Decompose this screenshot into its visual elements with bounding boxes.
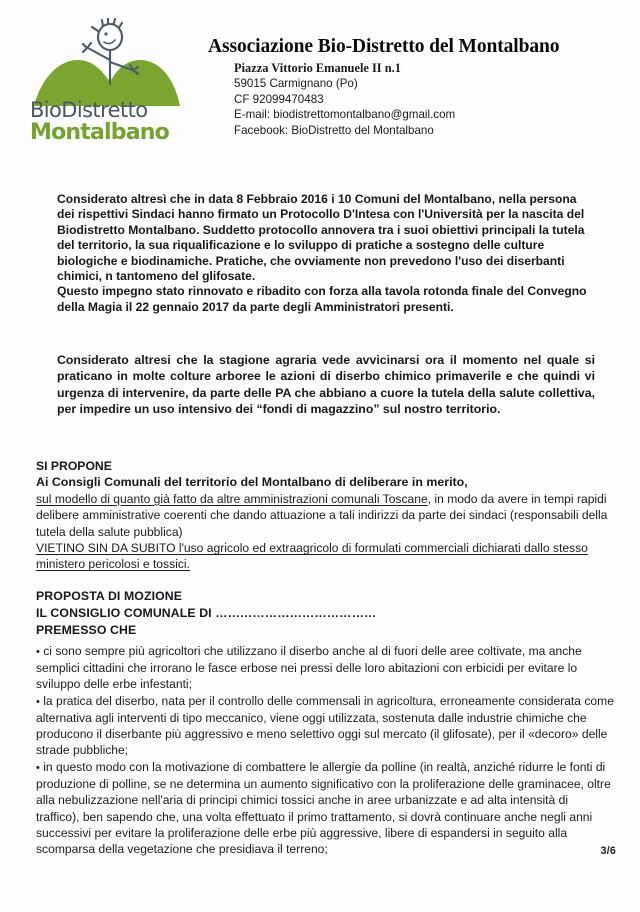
bullet-marker-icon: • — [36, 761, 40, 774]
bullet-marker-icon: • — [36, 695, 40, 708]
si-propone-paragraph — [36, 491, 612, 540]
list-item-text: in questo modo con la motivazione di combattere le allergie da polline (in realtà, anziché ridurre le fonti di produzione di polline, se ne determina un aumento significativo con la proliferazione delle graminacee, oltre alla nebulizzazione nell'aria di principi chimici tossici anche in aree urbanizzate e ad alta intensità di traffico), ben sapendo che, una volta effettuato il primo trattamento, si dovrà continuare anche negli anni successivi per evitare la proliferazione delle erbe più aggressive, libere di espandersi in seguito alla scomparsa della vegetazione che presidiava il terreno; — [36, 759, 611, 857]
paragraph-considerato-secondo — [57, 352, 595, 418]
organization-contact-lines — [208, 61, 628, 138]
logo-hills-and-figure-icon — [26, 18, 186, 106]
logo-wordmark-montalbano: Montalbano — [30, 120, 169, 145]
organization-address: Piazza Vittorio Emanuele II n.1 — [234, 61, 401, 76]
list-item-text: la pratica del diserbo, nata per il controllo delle commensali in agricoltura, erroneamente considerata come alternativa agli interventi di tipo meccanico, viene oggi utilizzata, sostenuta dalle industrie chimiche che producono il diserbante più aggressivo e meno selettivo oggi sul mercato (il glifosate), per il «decoro» delle strade pubbliche; — [36, 693, 614, 758]
logo-wordmark-biodistretto: BioDistretto — [30, 98, 148, 122]
organization-title: Associazione Bio-Distretto del Montalbano — [208, 36, 560, 57]
premesso-bullet-list — [36, 643, 614, 858]
paragraph-considerato-secondo-text: Considerato altresi che la stagione agraria vede avvicinarsi ora il momento nel quale si praticano in molte colture arboree le azioni di diserbo chimico primaverile e che quindi vi urgenza di intervenire, da parte delle PA che abbiano a cuore la tutela della salute collettiva, per impedire un uso intensivo dei “fondi di magazzino” sul nostro territorio. — [57, 353, 595, 417]
list-item — [36, 759, 614, 858]
section-si-propone — [36, 458, 612, 573]
bullet-marker-icon: • — [36, 645, 40, 658]
paragraph-considerato-primo-text: Considerato altresì che in data 8 Febbraio 2016 i 10 Comuni del Montalbano, nella persona dei rispettivi Sindaci hanno firmato un Protocollo D'Intesa con l'Università per la nascita del Biodistretto Montalbano. Suddetto protocollo annovera tra i suoi obiettivi principali la tutela del territorio, la sua riqualificazione e lo sviluppo di pratiche a sostegno delle culture biologiche e biodinamiche. Pratiche, che ovviamente non prevedono l'uso dei diserbanti chimici, n tantomeno del glifosate. — [57, 192, 585, 284]
organization-facebook: Facebook: BioDistretto del Montalbano — [234, 123, 434, 137]
si-propone-heading: SI PROPONE — [36, 459, 112, 473]
consiglio-comunale-heading: IL CONSIGLIO COMUNALE DI ………………………………… — [36, 606, 377, 621]
organization-email: E-mail: biodistrettomontalbano@gmail.com — [234, 108, 456, 122]
paragraph-impegno-rinnovato-text: Questo impegno stato rinnovato e ribadito con forza alla tavola rotonda finale del Convegno della Magia il 22 gennaio 2017 da parte degli Amministratori presenti. — [57, 284, 587, 314]
si-propone-vietino-clause: VIETINO SIN DA SUBITO l'uso agricolo ed extraagricolo di formulati commerciali dichiarati dallo stesso ministero pericolosi e tossici. — [36, 541, 588, 572]
organization-info — [208, 36, 628, 138]
si-propone-underlined-clause: sul modello di quanto già fatto da altre amministrazioni comunali Toscane — [36, 491, 428, 506]
list-item — [36, 693, 614, 759]
paragraph-considerato-primo — [57, 192, 591, 315]
section-proposta-di-mozione — [36, 588, 614, 857]
organization-city: 59015 Carmignano (Po) — [234, 77, 358, 91]
si-propone-remaining-clause: , in modo da avere in tempi rapidi delibere amministrative coerenti che dando attuazione a tali indirizzi da parte dei sindaci (responsabili della tutela della salute pubblica) — [36, 491, 608, 539]
letterhead — [0, 14, 640, 164]
si-propone-subheading: Ai Consigli Comunali del territorio del Montalbano di deliberare in merito, — [36, 475, 468, 490]
biodistretto-logo — [26, 18, 186, 150]
premesso-che-heading: PREMESSO CHE — [36, 623, 137, 638]
page-number: 3/6 — [600, 845, 616, 857]
list-item-text: ci sono sempre più agricoltori che utilizzano il diserbo anche al di fuori delle aree coltivate, ma anche semplici cittadini che irrorano le fasce erbose nei pressi delle loro abitazioni con erbicidi per evitare lo sviluppo delle erbe infestanti; — [36, 643, 582, 692]
list-item — [36, 643, 614, 693]
proposta-mozione-heading: PROPOSTA DI MOZIONE — [36, 589, 183, 603]
organization-tax-code: CF 92099470483 — [234, 92, 324, 106]
